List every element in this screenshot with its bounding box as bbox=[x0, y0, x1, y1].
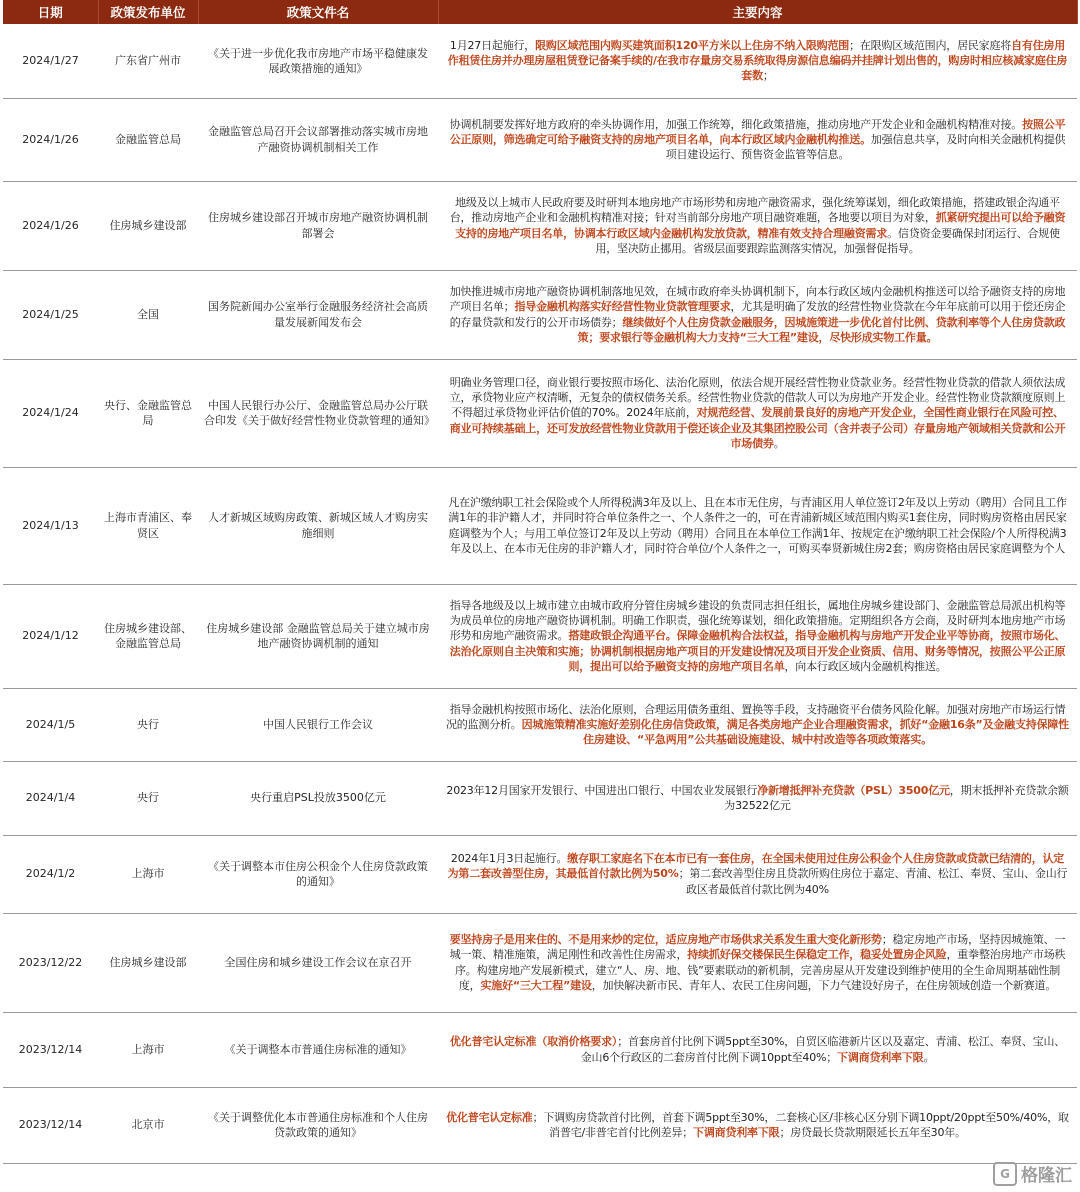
unit-cell: 住房城乡建设部 bbox=[98, 913, 198, 1012]
doc-cell: 人才新城区域购房政策、新城区域人才购房实施细则 bbox=[198, 467, 438, 584]
content-cell bbox=[438, 24, 1077, 98]
highlight-text: 下调商贷利率下限 bbox=[693, 1126, 780, 1139]
highlight-text: 按照公平公正原则，筛选确定可给予融资支持的房地产项目名单，向本行政区域内金融机构推送。 bbox=[449, 117, 1066, 146]
content-text: ； bbox=[762, 69, 774, 83]
doc-cell: 国务院新闻办公室举行金融服务经济社会高质量发展新闻发布会 bbox=[198, 270, 438, 359]
content-text: ，期末抵押补充贷款余额为32522亿元 bbox=[724, 783, 1069, 812]
content-cell bbox=[438, 98, 1077, 181]
content-text: 加快推进城市房地产融资协调机制落地见效，在城市政府牵头协调机制下，向本行政区域内金融机构推送可以给予融资支持的房地产项目名单； bbox=[449, 285, 1066, 314]
highlight-text: 缴存职工家庭名下在本市已有一套住房，在全国未使用过住房公积金个人住房贷款或贷款已结清的，认定为第二套改善型住房，其最低首付款比例为50% bbox=[447, 852, 1065, 881]
date-cell: 2024/1/27 bbox=[3, 24, 98, 98]
doc-cell: 中国人民银行工作会议 bbox=[198, 688, 438, 761]
table-row bbox=[3, 98, 1077, 181]
unit-cell: 上海市 bbox=[98, 835, 198, 913]
table-row bbox=[3, 688, 1077, 761]
header-doc: 政策文件名 bbox=[198, 0, 438, 24]
doc-cell: 央行重启PSL投放3500亿元 bbox=[198, 761, 438, 835]
header-date: 日期 bbox=[3, 0, 98, 24]
highlight-text: 下调商贷利率下限 bbox=[837, 1050, 924, 1064]
content-cell bbox=[438, 688, 1077, 761]
unit-cell: 广东省广州市 bbox=[98, 24, 198, 98]
highlight-text: 要坚持房子是用来住的、不是用来炒的定位，适应房地产市场供求关系发生重大变化新形势 bbox=[449, 933, 882, 947]
watermark bbox=[993, 1161, 1072, 1186]
date-cell: 2024/1/24 bbox=[3, 359, 98, 467]
unit-cell: 全国 bbox=[98, 270, 198, 359]
content-text: ，尤其是明确了发放的经营性物业贷款在今年年底前可以用于偿还房企的存量贷款和发行的公开市场债券； bbox=[449, 300, 1066, 329]
unit-cell: 金融监管总局 bbox=[98, 98, 198, 181]
highlight-text: 自有住房用作租赁住房并办理房屋租赁登记备案手续的/在我市存量房交易系统取得房源信息编码并挂牌计划出售的，购房时相应核减家庭住房套数 bbox=[447, 38, 1068, 83]
date-cell: 2024/1/5 bbox=[3, 688, 98, 761]
highlight-text: 实施好“三大工程”建设 bbox=[480, 978, 592, 992]
content-text: 加强信息共享，及时向相关金融机构提供项目建设运行、预售资金监管等信息。 bbox=[665, 132, 1066, 162]
table-row bbox=[3, 913, 1077, 1012]
highlight-text: 抓紧研究提出可以给予融资支持的房地产项目名单，协调本行政区域内金融机构发放贷款，精准有效支持合理融资需求 bbox=[455, 211, 1066, 240]
doc-cell: 《关于调整本市住房公积金个人住房贷款政策的通知》 bbox=[198, 835, 438, 913]
content-cell bbox=[438, 584, 1077, 688]
content-text: 凡在沪缴纳职工社会保险或个人所得税满3年及以上、且在本市无住房，与青浦区用人单位签订2年及以上劳动（聘用）合同且工作满1年的非沪籍人才，并同时符合单位条件之一、个人条件之一的，可在青浦新城区域范围内购买1套住房，同时购房资格由居民家庭调整为个人；与用工单位签订2年及以上劳动（聘用）合同且在本单位工作满1年、按规定在沪缴纳职工社会保险/个人所得税满3年及以上、在本市无住房的非沪籍人才，同时符合单位/个人条件之一，可购买奉贤新城住房2套；购房资格由居民家庭调整为个人 bbox=[448, 496, 1067, 555]
content-text: ；下调购房贷款首付比例，首套下调5ppt至30%，二套核心区/非核心区分别下调10ppt/20ppt至50%/40%，取消普宅/非普宅首付比例差异； bbox=[532, 1110, 1069, 1139]
highlight-text: 优化普宅认定标准 bbox=[446, 1110, 533, 1124]
content-text: 2024年1月3日起施行。 bbox=[450, 852, 568, 866]
content-text: ，向本行政区域内金融机构推送。 bbox=[784, 659, 947, 673]
doc-cell: 《关于进一步优化我市房地产市场平稳健康发展政策措施的通知》 bbox=[198, 24, 438, 98]
content-text: 指导各地级及以上城市建立由城市政府分管住房城乡建设的负责同志担任组长，属地住房城乡建设部门、金融监管总局派出机构等为成员单位的房地产融资协调机制。明确工作职责，强化统筹谋划，细化政策措施。定期组织各方会商，及时研判本地房地产市场形势和房地产融资需求。 bbox=[449, 598, 1066, 643]
content-text: 。 bbox=[923, 1050, 935, 1064]
content-cell bbox=[438, 467, 1077, 584]
content-cell bbox=[438, 270, 1077, 359]
table-row bbox=[3, 584, 1077, 688]
table-row bbox=[3, 359, 1077, 467]
unit-cell: 央行 bbox=[98, 761, 198, 835]
content-text: 明确业务管理口径，商业银行要按照市场化、法治化原则，依法合规开展经营性物业贷款业务。经营性物业贷款的借款人须依法成立，承贷物业应产权清晰，无复杂的债权债务关系。经营性物业贷款的借款人可以为房地产开发企业。经营性物业贷款额度原则上不得超过承贷物业评估价值的70%。2024年底前， bbox=[449, 375, 1066, 420]
content-text: ；稳定房地产市场，坚持因城施策、一城一策、精准施策，满足刚性和改善性住房需求， bbox=[449, 933, 1066, 962]
table-row bbox=[3, 1087, 1077, 1163]
highlight-text: 指导金融机构落实好经营性物业贷款管理要求 bbox=[514, 300, 731, 314]
doc-cell: 金融监管总局召开会议部署推动落实城市房地产融资协调机制相关工作 bbox=[198, 98, 438, 181]
header-unit: 政策发布单位 bbox=[98, 0, 198, 24]
unit-cell: 上海市 bbox=[98, 1012, 198, 1087]
date-cell: 2024/1/13 bbox=[3, 467, 98, 584]
content-text: ；首套房首付比例下调5ppt至30%，自贸区临港新片区以及嘉定、青浦、松江、奉贤、宝山、金山6个行政区的二套房首付比例下调10ppt至40%； bbox=[580, 1035, 1066, 1064]
date-cell: 2024/1/26 bbox=[3, 181, 98, 270]
content-text: ，加快解决新市民、青年人、农民工住房问题，下力气建设好房子，在住房领域创造一个新赛道。 bbox=[591, 978, 1057, 992]
date-cell: 2024/1/4 bbox=[3, 761, 98, 835]
unit-cell: 上海市青浦区、奉贤区 bbox=[98, 467, 198, 584]
watermark-text: 格隆汇 bbox=[1021, 1166, 1072, 1186]
table-row bbox=[3, 835, 1077, 913]
table-row bbox=[3, 1012, 1077, 1087]
content-cell bbox=[438, 761, 1077, 835]
table-row bbox=[3, 24, 1077, 98]
doc-cell: 全国住房和城乡建设工作会议在京召开 bbox=[198, 913, 438, 1012]
content-text: 指导金融机构按照市场化、法治化原则，合理运用债务重组、置换等手段，支持融资平台债务风险化解。加强对房地产市场运行情况的监测分析。 bbox=[446, 702, 1066, 731]
content-text: 地级及以上城市人民政府要及时研判本地房地产市场形势和房地产融资需求，强化统筹谋划，细化政策措施，搭建政银企沟通平台，推动房地产企业和金融机构精准对接；针对当前部分房地产项目融资难题，各地要以项目为对象， bbox=[449, 196, 1060, 225]
unit-cell: 央行 bbox=[98, 688, 198, 761]
date-cell: 2024/1/12 bbox=[3, 584, 98, 688]
doc-cell: 中国人民银行办公厅、金融监管总局办公厅联合印发《关于做好经营性物业贷款管理的通知》 bbox=[198, 359, 438, 467]
unit-cell: 北京市 bbox=[98, 1087, 198, 1163]
content-text: 。 bbox=[773, 436, 785, 450]
content-cell bbox=[438, 913, 1077, 1012]
doc-cell: 住房城乡建设部召开城市房地产融资协调机制部署会 bbox=[198, 181, 438, 270]
doc-cell: 《关于调整本市普通住房标准的通知》 bbox=[198, 1012, 438, 1087]
doc-cell: 住房城乡建设部 金融监管总局关于建立城市房地产融资协调机制的通知 bbox=[198, 584, 438, 688]
date-cell: 2024/1/25 bbox=[3, 270, 98, 359]
policy-table bbox=[3, 0, 1078, 1164]
date-cell: 2023/12/14 bbox=[3, 1012, 98, 1087]
unit-cell: 住房城乡建设部 bbox=[98, 181, 198, 270]
content-cell bbox=[438, 359, 1077, 467]
content-text: ；第二套改善型住房且贷款所购住房位于嘉定、青浦、松江、奉贤、宝山、金山行政区者最低首付款比例为40% bbox=[678, 867, 1068, 896]
content-text: 。信贷资金要确保封闭运行、合规使用，坚决防止挪用。省级层面要跟踪监测落实情况，加强督促指导。 bbox=[595, 226, 1060, 255]
highlight-text: 净新增抵押补充贷款（PSL）3500亿元 bbox=[757, 783, 950, 797]
content-text: ；房贷最长贷款期限延长五年至30年。 bbox=[779, 1126, 966, 1139]
content-cell bbox=[438, 1087, 1077, 1163]
highlight-text: 持续抓好保交楼保民生保稳定工作，稳妥处置房企风险 bbox=[687, 948, 947, 962]
g-logo-icon: G bbox=[993, 1162, 1017, 1186]
date-cell: 2024/1/2 bbox=[3, 835, 98, 913]
header-content: 主要内容 bbox=[438, 0, 1077, 24]
table-row bbox=[3, 467, 1077, 584]
highlight-text: 优化普宅认定标准（取消价格要求） bbox=[449, 1035, 618, 1049]
highlight-text: 搭建政银企沟通平台。保障金融机构合法权益，指导金融机构与房地产开发企业平等协商，按照市场化、法治化原则自主决策和实施；协调机制根据房地产项目的开发建设情况及项目开发企业资质、信用、财务等情况，按照公平公正原则，提出可以给予融资支持的房地产项目名单 bbox=[449, 629, 1066, 673]
content-text: 协调机制要发挥好地方政府的牵头协调作用，加强工作统筹，细化政策措施，推动房地产开发企业和金融机构精准对接。 bbox=[449, 117, 1023, 131]
content-cell bbox=[438, 835, 1077, 913]
content-text: ，重拳整治房地产市场秩序。构建房地产发展新模式，建立“人、房、地、钱”要素联动的新机制，完善房屋从开发建设到维护使用的全生命周期基础性制度， bbox=[455, 948, 1066, 992]
highlight-text: 限购区域范围内购买建筑面积120平方米以上住房不纳入限购范围 bbox=[535, 38, 850, 52]
header-row bbox=[3, 0, 1077, 24]
content-text: 1月27日起施行， bbox=[449, 38, 536, 52]
table-row bbox=[3, 761, 1077, 835]
doc-cell: 《关于调整优化本市普通住房标准和个人住房贷款政策的通知》 bbox=[198, 1087, 438, 1163]
date-cell: 2024/1/26 bbox=[3, 98, 98, 181]
table-row bbox=[3, 181, 1077, 270]
highlight-text: 因城施策精准实施好差别化住房信贷政策，满足各类房地产企业合理融资需求，抓好“金融16条”及金融支持保障性住房建设、“平急两用”公共基础设施建设、城中村改造等各项政策落实。 bbox=[521, 717, 1069, 747]
content-cell bbox=[438, 1012, 1077, 1087]
content-cell bbox=[438, 181, 1077, 270]
highlight-text: 对规范经营、发展前景良好的房地产开发企业，全国性商业银行在风险可控、商业可持续基础上，还可发放经营性物业贷款用于偿还该企业及其集团控股公司（含并表子公司）存量房地产领域相关贷款和公开市场债券 bbox=[449, 406, 1066, 450]
content-text: ；在限购区域范围内，居民家庭将 bbox=[849, 38, 1012, 52]
date-cell: 2023/12/22 bbox=[3, 913, 98, 1012]
unit-cell: 央行、金融监管总局 bbox=[98, 359, 198, 467]
table-row bbox=[3, 270, 1077, 359]
unit-cell: 住房城乡建设部、金融监管总局 bbox=[98, 584, 198, 688]
date-cell: 2023/12/14 bbox=[3, 1087, 98, 1163]
highlight-text: 继续做好个人住房贷款金融服务，因城施策进一步优化首付比例、贷款利率等个人住房贷款政策；要求银行等金融机构大力支持“三大工程”建设，尽快形成实物工作量。 bbox=[577, 315, 1066, 344]
content-text: 2023年12月国家开发银行、中国进出口银行、中国农业发展银行 bbox=[446, 783, 758, 797]
